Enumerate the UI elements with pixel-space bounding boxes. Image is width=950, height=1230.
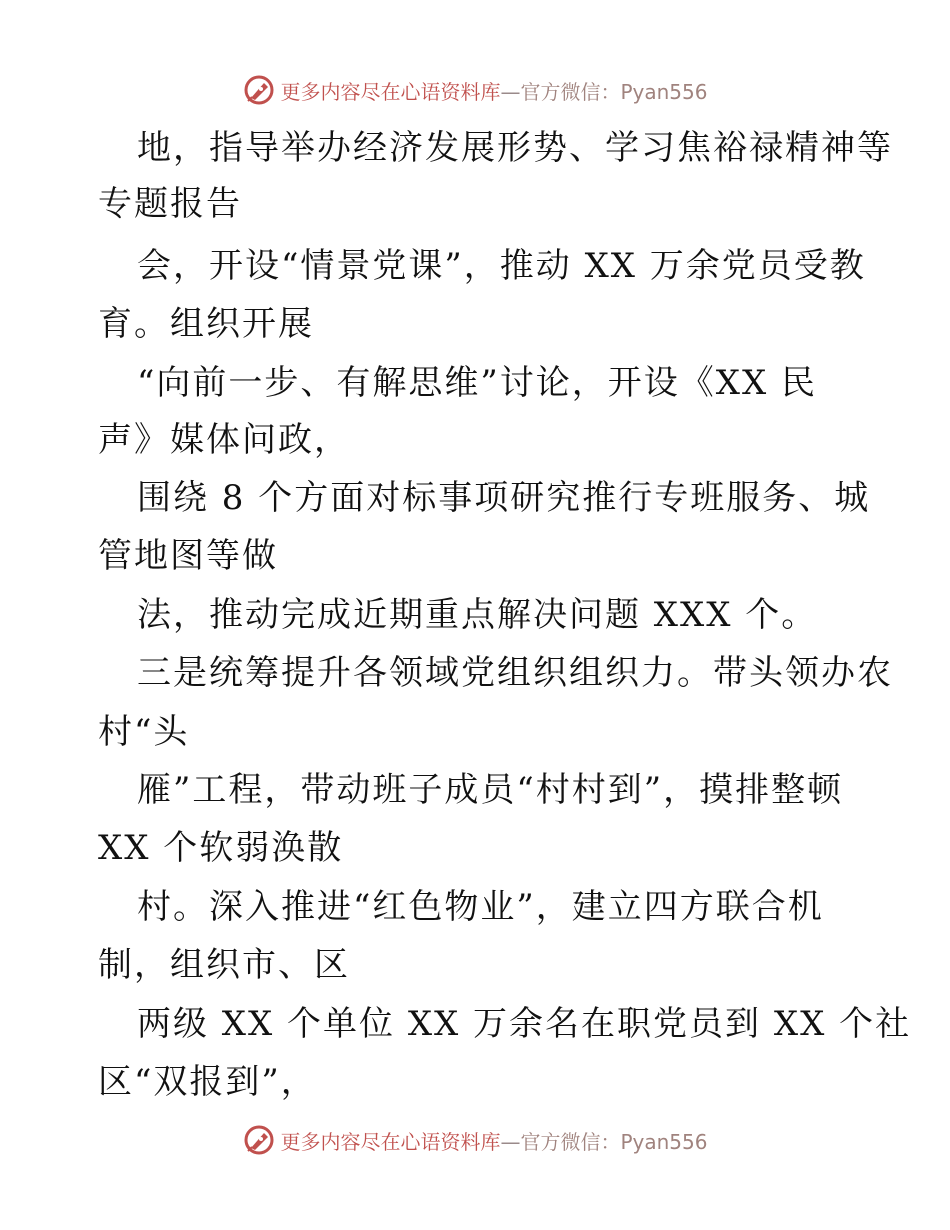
footer-wechat-text: 官方微信：Pyan556 [520, 1129, 708, 1154]
body-line: 三是统筹提升各领域党组织组织力。带头领办农 [137, 653, 893, 693]
body-line: 专题报告 [98, 184, 242, 224]
header-wechat-text: 官方微信：Pyan556 [520, 79, 708, 104]
header-brand-text: 更多内容尽在心语资料库 [280, 79, 501, 104]
body-line: 围绕 8 个方面对标事项研究推行专班服务、城 [137, 478, 871, 518]
footer-banner-text [280, 1126, 707, 1155]
body-line: 声》媒体问政， [98, 420, 350, 460]
pen-nib-logo-icon [242, 1123, 276, 1157]
body-line: 法，推动完成近期重点解决问题 XXX 个。 [137, 595, 818, 635]
body-line: 区“双报到”， [98, 1062, 317, 1102]
body-line: 制，组织市、区 [98, 945, 350, 985]
header-banner [0, 70, 950, 110]
footer-brand-text: 更多内容尽在心语资料库 [280, 1129, 501, 1154]
body-line: 村。深入推进“红色物业”，建立四方联合机 [137, 887, 824, 927]
body-line: 育。组织开展 [98, 304, 314, 344]
body-line: 雁”工程，带动班子成员“村村到”，摸排整顿 [137, 770, 844, 810]
body-line: XX 个软弱涣散 [98, 828, 344, 868]
body-line: 两级 XX 个单位 XX 万余名在职党员到 XX 个社 [137, 1004, 912, 1044]
footer-banner [0, 1120, 950, 1160]
body-line: “向前一步、有解思维”讨论，开设《XX 民 [137, 363, 817, 403]
body-line: 地，指导举办经济发展形势、学习焦裕禄精神等 [137, 128, 893, 168]
header-banner-text [280, 76, 707, 105]
footer-separator: — [500, 1129, 521, 1154]
body-line: 村“头 [98, 712, 190, 752]
pen-nib-logo-icon [242, 73, 276, 107]
body-line: 管地图等做 [98, 536, 278, 576]
header-separator: — [500, 79, 521, 104]
body-line: 会，开设“情景党课”，推动 XX 万余党员受教 [137, 246, 866, 286]
